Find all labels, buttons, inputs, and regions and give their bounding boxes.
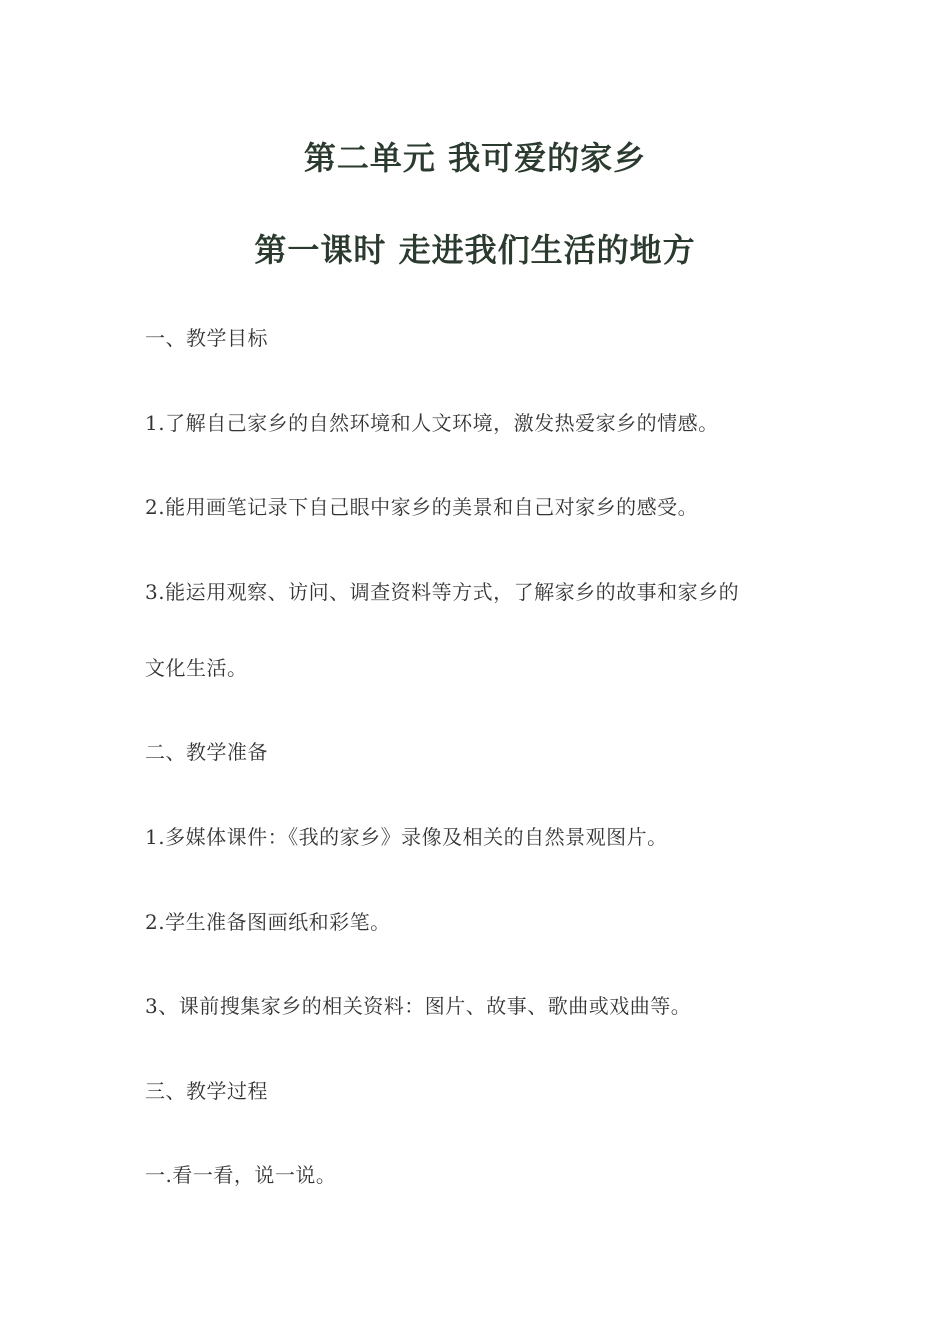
preparation-item-2: 2.学生准备图画纸和彩笔。	[145, 910, 391, 934]
objective-item-3: 3.能运用观察、访问、调查资料等方式，了解家乡的故事和家乡的	[145, 580, 740, 604]
section-heading-objectives: 一、教学目标	[145, 326, 268, 350]
section-heading-preparation: 二、教学准备	[145, 740, 268, 764]
preparation-item-3: 3、课前搜集家乡的相关资料：图片、故事、歌曲或戏曲等。	[145, 994, 692, 1018]
objective-item-1: 1.了解自己家乡的自然环境和人文环境，激发热爱家乡的情感。	[145, 411, 719, 435]
objective-item-2: 2.能用画笔记录下自己眼中家乡的美景和自己对家乡的感受。	[145, 495, 699, 519]
preparation-item-1: 1.多媒体课件：《我的家乡》录像及相关的自然景观图片。	[145, 825, 668, 849]
process-step-1: 一.看一看，说一说。	[145, 1163, 337, 1187]
lesson-title: 第一课时 走进我们生活的地方	[254, 231, 696, 269]
unit-title: 第二单元 我可爱的家乡	[303, 139, 647, 177]
section-heading-process: 三、教学过程	[145, 1079, 268, 1103]
objective-item-3-continued: 文化生活。	[145, 656, 248, 680]
